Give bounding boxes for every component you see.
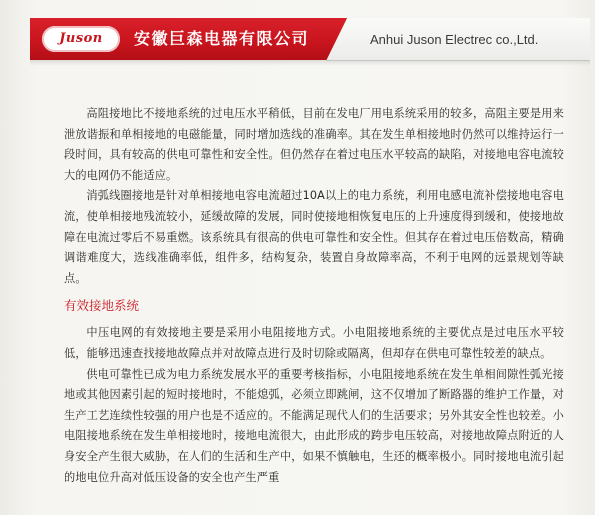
paragraph-arc-suppression: 消弧线圈接地是针对单相接地电容电流超过10A以上的电力系统，利用电感电流补偿接地电容电流，使单相接地残流较小，延缓故障的发展，同时使接地相恢复电压的上升速度得到缓和，使接地故障在电流过零后不易重燃。该系统具有很高的供电可靠性和安全性。但其存在着过电压倍数高，精确调谐难度大，选线准确率低，组件多，结构复杂，装置自身故障率高，不利于电网的远景规划等缺点。 <box>64 189 564 285</box>
paragraph-reliability: 供电可靠性已成为电力系统发展水平的重要考核指标，小电阻接地系统在发生单相间隙性弧光接地或其他因素引起的短时接地时，不能熄弧，必须立即跳闸，这不仅增加了断路器的维护工作量，对生产工艺连续性较强的用户也是不适应的。不能满足现代人们的生活要求；另外其安全性也较差。小电阻接地系统在发生单相接地时，接地电流很大，由此形成的跨步电压较高，对接地故障点附近的人身安全产生很大威胁，在人们的生活和生产中，如果不慎触电，生还的概率极小。同时接地电流引起的地电位升高对低压设备的安全也产生严重 <box>64 367 564 484</box>
paragraph-high-resistance: 高阻接地比不接地系统的过电压水平稍低，目前在发电厂用电系统采用的较多，高阻主要是用来泄放谐振和单相接地的电磁能量，同时增加选线的准确率。其在发生单相接地时仍然可以维持运行一段时间，具有较高的供电可靠性和安全性。但仍然存在着过电压水平较高的缺陷，对接地电容电流较大的电网仍不能适应。 <box>64 107 564 182</box>
page-header <box>30 18 590 60</box>
company-name-cn: 安徽巨森电器有限公司 <box>134 29 310 48</box>
company-logo <box>42 26 120 52</box>
company-name-en: Anhui Juson Electrec co.,Ltd. <box>370 32 539 47</box>
paragraph-effective-grounding: 中压电网的有效接地主要是采用小电阻接地方式。小电阻接地系统的主要优点是过电压水平较低，能够迅速查找接地故障点并对故障点进行及时切除或隔离，但却存在供电可靠性较差的缺点。 <box>64 326 564 360</box>
section-heading: 有效接地系统 <box>64 298 140 314</box>
body-content <box>64 104 564 488</box>
logo-text: Juson <box>59 31 103 46</box>
header-shadow <box>30 60 590 66</box>
